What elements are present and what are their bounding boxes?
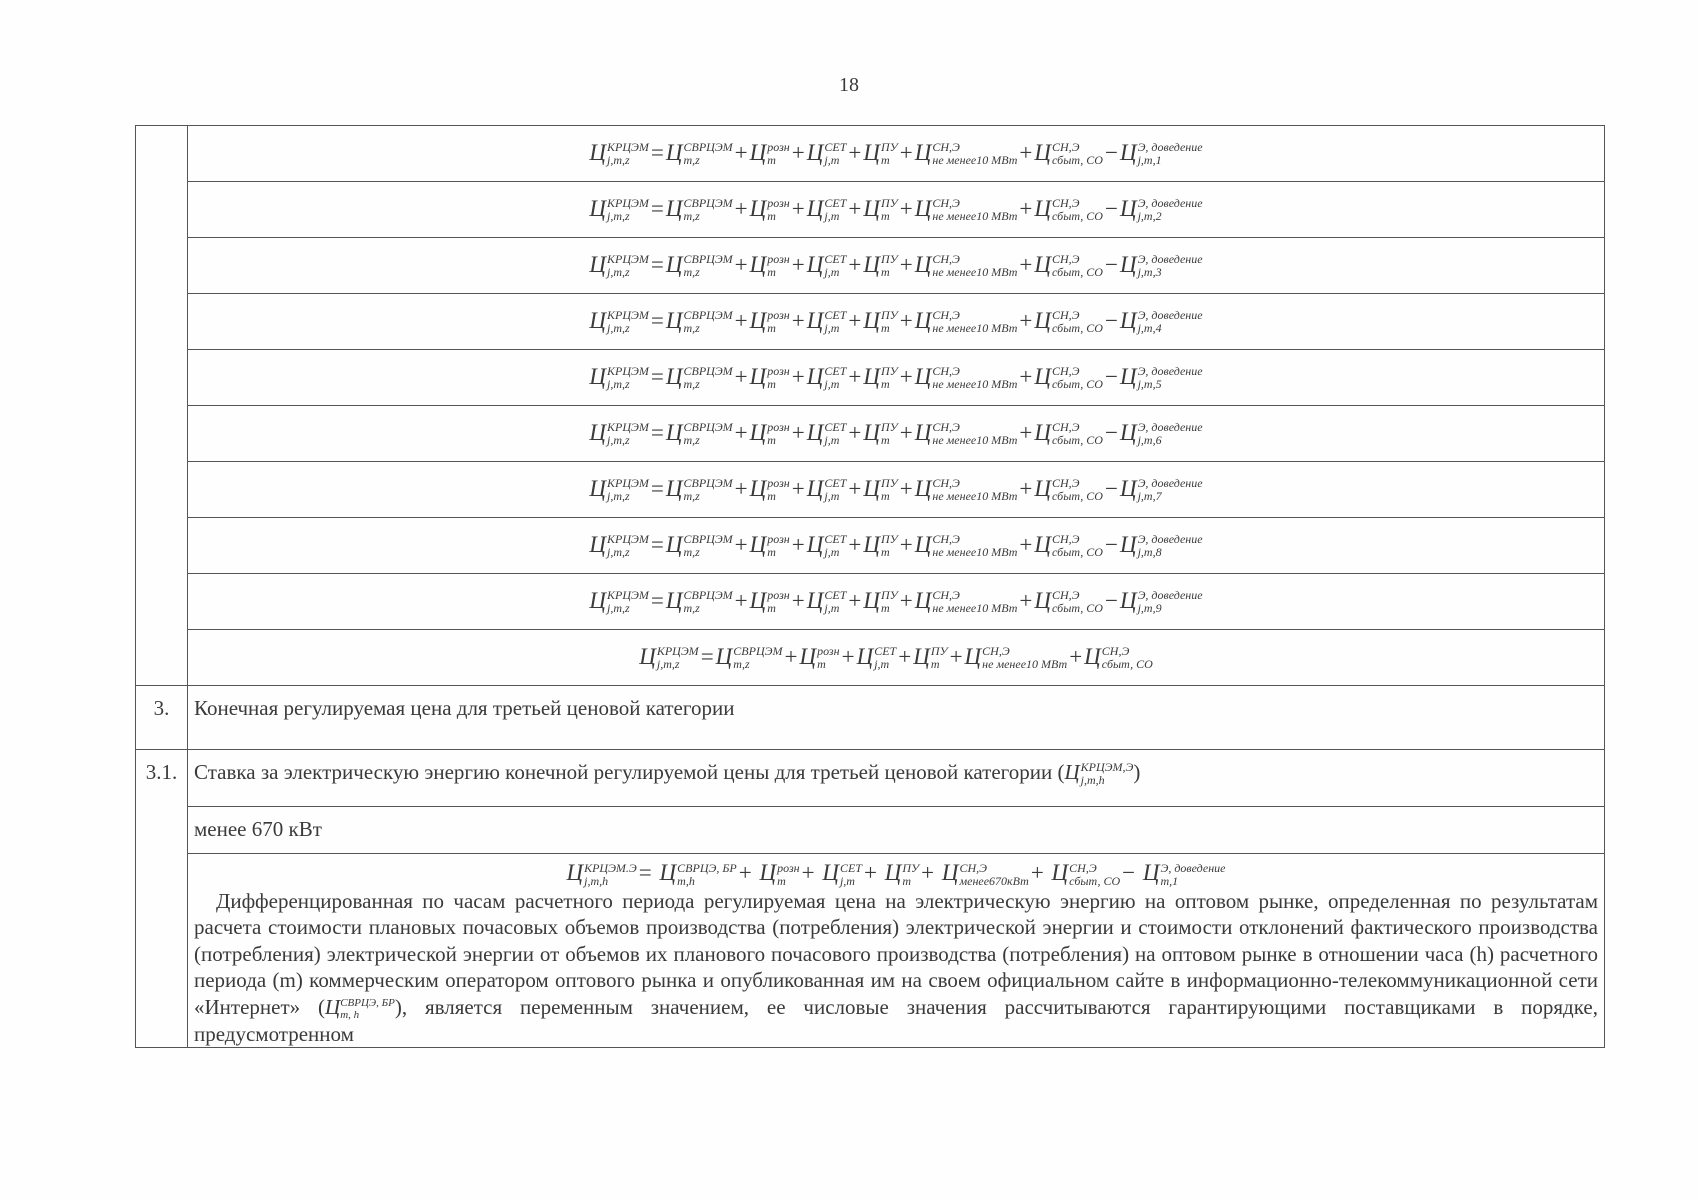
price-formula: Ц КРЦЭМ j,m,z =Ц СВРЦЭМ m,z +Ц розн m +Ц СЕТ j,m +Ц ПУ m +Ц СН,Э не менее10 МВт +Ц СН,Э сбыт, СО −Ц Э, доведение j,m,5 (188, 350, 1605, 406)
formula-row (136, 462, 1605, 518)
formula-row (136, 406, 1605, 462)
subheading: менее 670 кВт (188, 807, 1605, 854)
price-formula: Ц КРЦЭМ j,m,z =Ц СВРЦЭМ m,z +Ц розн m +Ц СЕТ j,m +Ц ПУ m +Ц СН,Э не менее10 МВт +Ц СН,Э сбыт, СО −Ц Э, доведение j,m,4 (188, 294, 1605, 350)
formula-row (136, 126, 1605, 182)
section-3-row (136, 686, 1605, 750)
price-formula: Ц КРЦЭМ j,m,z =Ц СВРЦЭМ m,z +Ц розн m +Ц СЕТ j,m +Ц ПУ m +Ц СН,Э не менее10 МВт +Ц СН,Э сбыт, СО −Ц Э, доведение j,m,2 (188, 182, 1605, 238)
page-number: 18 (839, 74, 859, 96)
formula-row (136, 630, 1605, 686)
formula-paragraph-row (136, 854, 1605, 1048)
formula-row (136, 518, 1605, 574)
price-description-paragraph: Дифференцированная по часам расчетного периода регулируемая цена на электрическую энергию на оптовом рынке, определенная по результатам расчета стоимости плановых почасовых объемов производства (потребления) электрической энергии и стоимости отклонений фактического производства (потребления) электрической энергии от объемов их планового почасового производства (потребления) на оптовом рынке в отношении часа (h) расчетного периода (m) коммерческим оператором оптового рынка и опубликованная им на своем официальном сайте в информационно-телекоммуникационной сети «Интернет» (Ц СВРЦЭ, БР m, h ), является переменным значением, ее числовые значения рассчитываются гарантирующими поставщиками в порядке, предусмотренном (194, 888, 1598, 1046)
price-formula: Ц КРЦЭМ j,m,z =Ц СВРЦЭМ m,z +Ц розн m +Ц СЕТ j,m +Ц ПУ m +Ц СН,Э не менее10 МВт +Ц СН,Э сбыт, СО −Ц Э, доведение j,m,6 (188, 406, 1605, 462)
section-number: 3. (136, 686, 188, 750)
price-formula: Ц КРЦЭМ j,m,z =Ц СВРЦЭМ m,z +Ц розн m +Ц СЕТ j,m +Ц ПУ m +Ц СН,Э не менее10 МВт +Ц СН,Э сбыт, СО −Ц Э, доведение j,m,3 (188, 238, 1605, 294)
formula-paragraph-cell (188, 854, 1605, 1048)
section-number-empty (136, 126, 188, 686)
formula-row (136, 182, 1605, 238)
price-formula-table (135, 125, 1605, 1048)
price-formula: Ц КРЦЭМ j,m,z =Ц СВРЦЭМ m,z +Ц розн m +Ц СЕТ j,m +Ц ПУ m +Ц СН,Э не менее10 МВт +Ц СН,Э сбыт, СО −Ц Э, доведение j,m,7 (188, 462, 1605, 518)
formula-row (136, 294, 1605, 350)
section-title: Конечная регулируемая цена для третьей ценовой категории (188, 686, 1605, 750)
price-formula: Ц КРЦЭМ j,m,z =Ц СВРЦЭМ m,z +Ц розн m +Ц СЕТ j,m +Ц ПУ m +Ц СН,Э не менее10 МВт +Ц СН,Э сбыт, СО −Ц Э, доведение j,m,8 (188, 518, 1605, 574)
formula-row (136, 574, 1605, 630)
subheading-row (136, 807, 1605, 854)
formula-row (136, 350, 1605, 406)
price-formula: Ц КРЦЭМ j,m,z =Ц СВРЦЭМ m,z +Ц розн m +Ц СЕТ j,m +Ц ПУ m +Ц СН,Э не менее10 МВт +Ц СН,Э сбыт, СО −Ц Э, доведение j,m,1 (188, 126, 1605, 182)
section-title: Ставка за электрическую энергию конечной регулируемой цены для третьей ценовой категории (Ц КРЦЭМ,Э j,m,h ) (188, 750, 1605, 807)
formula-row (136, 238, 1605, 294)
section-number: 3.1. (136, 750, 188, 1048)
section-3-1-row (136, 750, 1605, 807)
formula-3-1: Ц КРЦЭМ.Э j,m,h = Ц СВРЦЭ, БР m,h + Ц розн m + Ц СЕТ j,m + Ц ПУ m + Ц СН,Э менее670кВт + Ц СН,Э сбыт, СО − Ц Э, доведение m,1 (566, 860, 1226, 888)
section-title-text: Ставка за электрическую энергию конечной регулируемой цены для третьей ценовой категории ( (194, 760, 1065, 784)
price-formula: Ц КРЦЭМ j,m,z =Ц СВРЦЭМ m,z +Ц розн m +Ц СЕТ j,m +Ц ПУ m +Ц СН,Э не менее10 МВт +Ц СН,Э сбыт, СО −Ц Э, доведение j,m,9 (188, 574, 1605, 630)
price-formula: Ц КРЦЭМ j,m,z =Ц СВРЦЭМ m,z +Ц розн m +Ц СЕТ j,m +Ц ПУ m +Ц СН,Э не менее10 МВт +Ц СН,Э сбыт, СО (188, 630, 1605, 686)
